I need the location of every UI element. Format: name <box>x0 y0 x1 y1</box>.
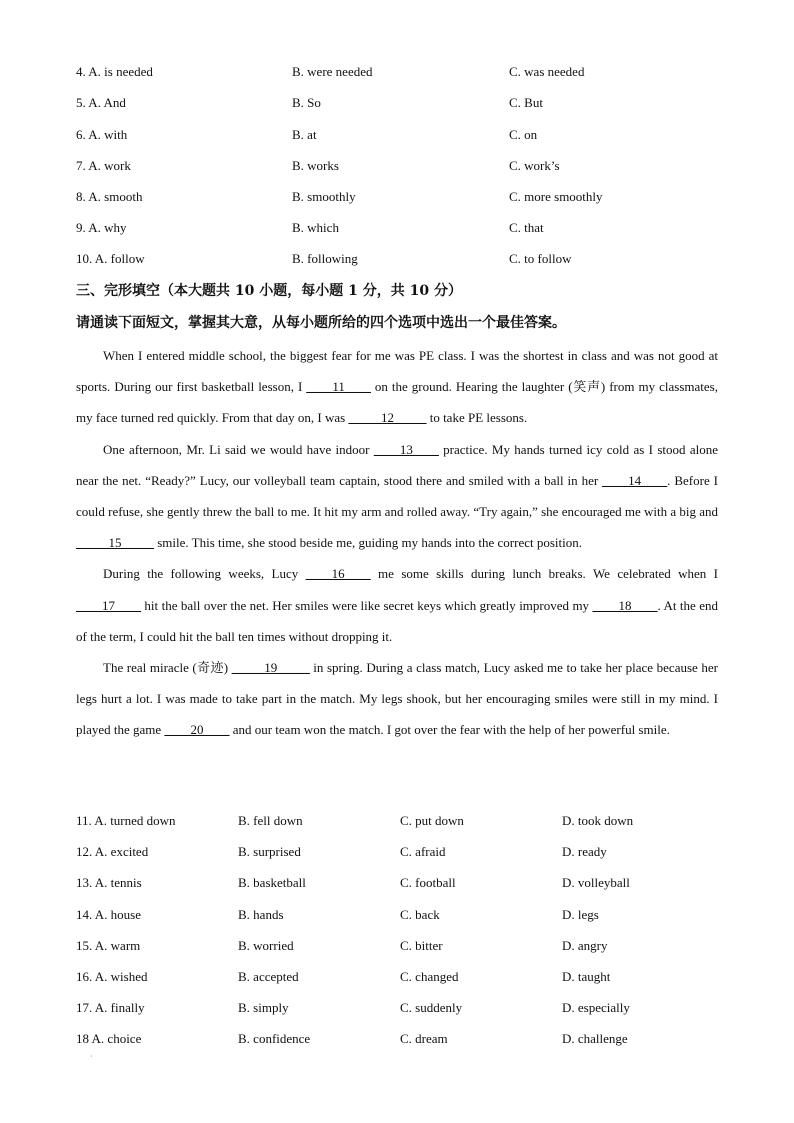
option-row-9 <box>76 218 736 238</box>
option-b: B. which <box>292 220 339 235</box>
option-d: D. legs <box>562 907 599 922</box>
option-b: B. simply <box>238 1000 289 1015</box>
passage-text: in spring. During a class match, Lucy asked me to take her place because her legs hurt a lot. I was made to take part in the match. My legs shook, but her encouraging smiles were still in my mind. I played the game <box>76 660 718 738</box>
section-instruction: 请通读下面短文，掌握其大意，从每小题所给的四个选项中选出一个最佳答案。 <box>76 315 566 331</box>
passage-text: to take PE lessons. <box>426 410 528 426</box>
option-c: C. football <box>400 875 456 890</box>
option-c: C. But <box>509 95 543 110</box>
passage-text: During the following weeks, Lucy <box>103 566 306 582</box>
passage-text: When I entered middle school, the biggest fear for me was PE class. I was the shortest in class and was not good at sports. During our first basketball lesson, I <box>76 348 718 395</box>
option-b: B. basketball <box>238 875 306 890</box>
passage-text: hit the ball over the net. Her smiles were like secret keys which greatly improved my <box>141 597 593 613</box>
blank-17: ____17____ <box>76 597 141 613</box>
option-b: B. accepted <box>238 969 299 984</box>
option-b: B. works <box>292 158 339 173</box>
paragraph-3 <box>76 558 718 652</box>
section-title: 三、完形填空（本大题共 10 小题，每小题 1 分，共 10 分） <box>76 283 462 299</box>
option-a: 14. A. house <box>76 907 141 922</box>
option-d: D. ready <box>562 844 607 859</box>
passage-text: One afternoon, Mr. Li said we would have indoor <box>103 441 374 457</box>
option-row-6 <box>76 125 736 145</box>
option-b: B. hands <box>238 907 284 922</box>
option-row-5 <box>76 93 736 113</box>
option-b: B. surprised <box>238 844 301 859</box>
option-row-13 <box>76 873 736 893</box>
option-b: B. at <box>292 127 317 142</box>
option-c: C. on <box>509 127 538 142</box>
option-row-10 <box>76 249 736 269</box>
option-a: 10. A. follow <box>76 251 145 266</box>
option-b: B. following <box>292 251 358 266</box>
passage-text: smile. This time, she stood beside me, guiding my hands into the correct position. <box>154 535 582 551</box>
option-row-11 <box>76 811 736 831</box>
option-row-18 <box>76 1029 736 1049</box>
passage-text: . At the end of the term, I could hit the ball ten times without dropping it. <box>76 597 718 644</box>
blank-14: ____14____ <box>602 472 668 488</box>
option-a: 8. A. smooth <box>76 189 143 204</box>
option-b: B. So <box>292 95 321 110</box>
option-b: B. fell down <box>238 813 303 828</box>
option-row-4 <box>76 62 736 82</box>
option-c: C. more smoothly <box>509 189 603 204</box>
option-a: 11. A. turned down <box>76 813 176 828</box>
option-d: D. volleyball <box>562 875 630 890</box>
option-a: 16. A. wished <box>76 969 148 984</box>
option-a: 5. A. And <box>76 95 126 110</box>
paragraph-2 <box>76 434 718 559</box>
option-c: C. to follow <box>509 251 572 266</box>
option-c: C. work’s <box>509 158 560 173</box>
option-a: 6. A. with <box>76 127 128 142</box>
option-a: 7. A. work <box>76 158 131 173</box>
cloze-passage <box>76 340 718 746</box>
option-c: C. that <box>509 220 544 235</box>
option-row-8 <box>76 187 736 207</box>
paragraph-1 <box>76 340 718 434</box>
blank-16: ____16____ <box>305 566 371 582</box>
option-row-7 <box>76 156 736 176</box>
option-c: C. put down <box>400 813 464 828</box>
option-c: C. was needed <box>509 64 585 79</box>
blank-12: _____12_____ <box>348 410 427 426</box>
option-b: B. worried <box>238 938 294 953</box>
option-d: D. especially <box>562 1000 630 1015</box>
paragraph-4 <box>76 652 718 746</box>
passage-text: practice. My hands turned icy cold as I stood alone near the net. “Ready?” Lucy, our volleyball team captain, stood there and smiled with a ball in her <box>76 441 718 488</box>
passage-text: me some skills during lunch breaks. We celebrated when I <box>370 566 718 582</box>
option-d: D. took down <box>562 813 634 828</box>
page-mark: · <box>90 1052 93 1061</box>
blank-20: ____20____ <box>164 722 230 738</box>
option-a: 9. A. why <box>76 220 127 235</box>
option-a: 12. A. excited <box>76 844 149 859</box>
option-c: C. back <box>400 907 440 922</box>
option-b: B. confidence <box>238 1031 311 1046</box>
option-d: D. taught <box>562 969 611 984</box>
blank-19: _____19_____ <box>231 660 310 676</box>
option-d: D. challenge <box>562 1031 628 1046</box>
blank-11: ____11____ <box>306 379 371 395</box>
option-row-12 <box>76 842 736 862</box>
option-c: C. bitter <box>400 938 443 953</box>
option-c: C. changed <box>400 969 459 984</box>
option-c: C. afraid <box>400 844 446 859</box>
option-a: 13. A. tennis <box>76 875 142 890</box>
blank-15: _____15_____ <box>76 535 154 551</box>
option-a: 17. A. finally <box>76 1000 145 1015</box>
option-row-17 <box>76 998 736 1018</box>
option-c: C. dream <box>400 1031 448 1046</box>
option-b: B. were needed <box>292 64 373 79</box>
passage-text: and our team won the match. I got over the fear with the help of her powerful smile. <box>229 722 670 738</box>
passage-text: on the ground. Hearing the laughter (笑声) from my classmates, my face turned red quickly. From that day on, I was <box>76 379 718 426</box>
option-b: B. smoothly <box>292 189 356 204</box>
blank-13: ____13____ <box>373 441 439 457</box>
passage-text: . Before I could refuse, she gently threw the ball to me. It hit my arm and rolled away. “Try again,” she encouraged me with a big and <box>76 472 719 520</box>
passage-text: The real miracle (奇迹) <box>103 660 232 676</box>
option-a: 4. A. is needed <box>76 64 153 79</box>
option-a: 15. A. warm <box>76 938 141 953</box>
option-a: 18 A. choice <box>76 1031 142 1046</box>
option-d: D. angry <box>562 938 608 953</box>
option-row-16 <box>76 967 736 987</box>
blank-18: ____18____ <box>592 597 658 613</box>
option-row-15 <box>76 936 736 956</box>
option-row-14 <box>76 905 736 925</box>
option-c: C. suddenly <box>400 1000 463 1015</box>
